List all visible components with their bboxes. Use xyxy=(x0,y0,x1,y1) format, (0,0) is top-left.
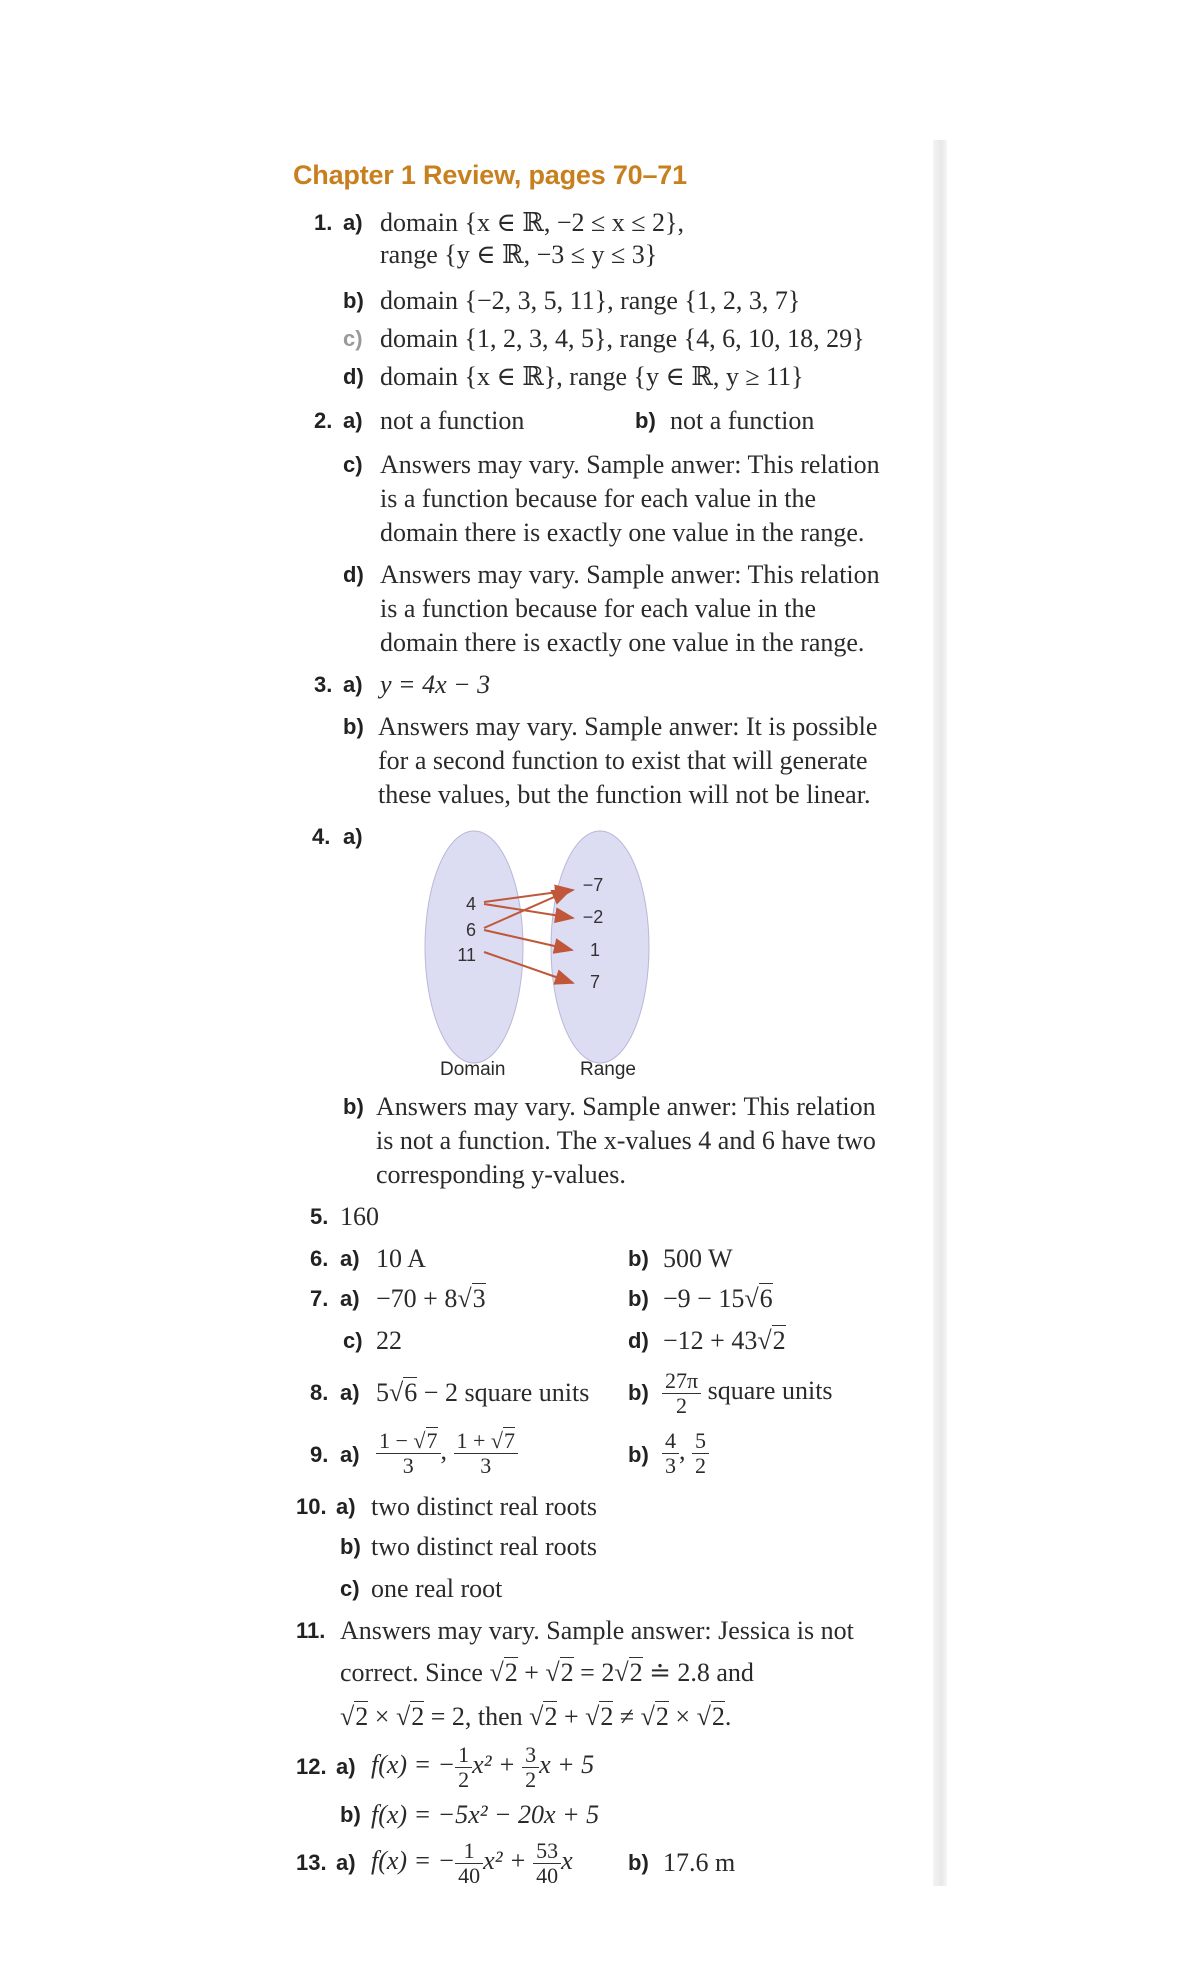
q6a-text: 10 A xyxy=(376,1244,426,1273)
q10b-text: two distinct real roots xyxy=(371,1532,598,1561)
q12-number: 12. xyxy=(296,1754,327,1779)
q10c-text: one real root xyxy=(371,1574,503,1603)
q2a-label: a) xyxy=(343,408,363,433)
q11-line1: Answers may vary. Sample answer: Jessica is not xyxy=(340,1616,854,1645)
q8a-label: a) xyxy=(340,1380,360,1405)
domain-value: 11 xyxy=(457,945,476,965)
q9-number: 9. xyxy=(310,1442,329,1467)
q2c-label: c) xyxy=(343,452,363,477)
q7b-label: b) xyxy=(628,1286,649,1311)
q9b-text: $\frac{4}{3}$ , $\frac{5}{2}$ xyxy=(662,1424,709,1478)
q8-number: 8. xyxy=(310,1380,329,1405)
q4-number: 4. xyxy=(312,824,331,849)
q1b-label: b) xyxy=(343,288,364,313)
q9a-text: $\frac{1 - √7}{3}$ , $\frac{1 + √7}{3}$ xyxy=(376,1424,518,1478)
range-value: 1 xyxy=(589,940,601,960)
q5-number: 5. xyxy=(310,1204,329,1229)
q10b-label: b) xyxy=(340,1534,361,1559)
q2d-line2: is a function because for each value in the xyxy=(380,594,817,623)
q2d-line3: domain there is exactly one value in the range. xyxy=(380,628,865,657)
q2b-label: b) xyxy=(635,408,656,433)
range-value: 7 xyxy=(589,972,601,992)
q6a-label: a) xyxy=(340,1246,360,1271)
q2c-line1: Answers may vary. Sample anwer: This relation xyxy=(380,450,880,479)
q1c-label: c) xyxy=(343,326,363,351)
q10a-label: a) xyxy=(336,1494,356,1519)
q8a-text: 5√6 − 2 square units xyxy=(376,1378,590,1407)
q7a-label: a) xyxy=(340,1286,360,1311)
q4b-label: b) xyxy=(343,1094,364,1119)
q7d-text: −12 + 43√2 xyxy=(663,1326,786,1355)
q3a-text: y = 4x − 3 xyxy=(380,670,491,699)
q10-number: 10. xyxy=(296,1494,327,1519)
range-value: −7 xyxy=(582,875,604,895)
q6-number: 6. xyxy=(310,1246,329,1271)
q8b-text: $\frac{27\pi}{2}$ square units xyxy=(662,1364,833,1418)
q2c-line3: domain there is exactly one value in the range. xyxy=(380,518,865,547)
q12b-text: f(x) = −5x² − 20x + 5 xyxy=(371,1800,600,1829)
q3b-line3: these values, but the function will not be linear. xyxy=(378,780,871,809)
q7c-label: c) xyxy=(343,1328,363,1353)
q4a-label: a) xyxy=(343,824,363,849)
q3b-line2: for a second function to exist that will generate xyxy=(378,746,868,775)
q11-line3: √2 × √2 = 2, then √2 + √2 ≠ √2 × √2. xyxy=(340,1702,732,1731)
q3b-line1: Answers may vary. Sample anwer: It is possible xyxy=(378,712,878,741)
q7a-text: −70 + 8√3 xyxy=(376,1284,486,1313)
q1c-text: domain {1, 2, 3, 4, 5}, range {4, 6, 10, 18, 29} xyxy=(380,324,865,353)
q1a-line2: range {y ∈ ℝ, −3 ≤ y ≤ 3} xyxy=(380,240,658,269)
q6b-text: 500 W xyxy=(663,1244,733,1273)
q3-number: 3. xyxy=(314,672,333,697)
domain-value: 4 xyxy=(465,894,476,914)
q12b-label: b) xyxy=(340,1802,361,1827)
q2b-text: not a function xyxy=(670,406,815,435)
q9a-label: a) xyxy=(340,1442,360,1467)
q10a-text: two distinct real roots xyxy=(371,1492,598,1521)
q1d-label: d) xyxy=(343,364,364,389)
range-value: −2 xyxy=(582,907,604,927)
q4b-line3: corresponding y-values. xyxy=(376,1160,626,1189)
q10c-label: c) xyxy=(340,1576,360,1601)
q7b-text: −9 − 15√6 xyxy=(663,1284,773,1313)
q3a-label: a) xyxy=(343,672,363,697)
q2-number: 2. xyxy=(314,408,333,433)
q8b-label: b) xyxy=(628,1380,649,1405)
q13b-text: 17.6 m xyxy=(663,1848,736,1877)
q6b-label: b) xyxy=(628,1246,649,1271)
q13b-label: b) xyxy=(628,1850,649,1875)
range-label: Range xyxy=(580,1059,636,1080)
q2d-line1: Answers may vary. Sample anwer: This relation xyxy=(380,560,880,589)
q1d-text: domain {x ∈ ℝ}, range {y ∈ ℝ, y ≥ 11} xyxy=(380,362,804,391)
q1a-label: a) xyxy=(343,210,363,235)
q1-number: 1. xyxy=(314,210,333,235)
q4b-line2: is not a function. The x-values 4 and 6 have two xyxy=(376,1126,876,1155)
q7-number: 7. xyxy=(310,1286,329,1311)
q11-number: 11. xyxy=(296,1618,326,1643)
q13a-label: a) xyxy=(336,1850,356,1875)
q12a-label: a) xyxy=(336,1754,356,1779)
q12a-text: f(x) = − $\frac{1}{2}$ x² + $\frac{3}{2}$ x + 5 xyxy=(371,1741,595,1792)
q9b-label: b) xyxy=(628,1442,649,1467)
q1b-text: domain {−2, 3, 5, 11}, range {1, 2, 3, 7} xyxy=(380,286,801,315)
q7d-label: d) xyxy=(628,1328,649,1353)
q11-line2: correct. Since √2 + √2 = 2√2 ≐ 2.8 and xyxy=(340,1658,754,1687)
domain-label: Domain xyxy=(440,1059,506,1080)
q4b-line1: Answers may vary. Sample anwer: This relation xyxy=(376,1092,876,1121)
q1a-line1: domain {x ∈ ℝ, −2 ≤ x ≤ 2}, xyxy=(380,208,685,237)
q5-text: 160 xyxy=(340,1202,379,1231)
chapter-heading: Chapter 1 Review, pages 70–71 xyxy=(293,160,687,190)
q3b-label: b) xyxy=(343,714,364,739)
mapping-diagram xyxy=(410,830,670,1080)
q2c-line2: is a function because for each value in the xyxy=(380,484,817,513)
q7c-text: 22 xyxy=(376,1326,402,1355)
q13-number: 13. xyxy=(296,1850,327,1875)
q2d-label: d) xyxy=(343,562,364,587)
domain-value: 6 xyxy=(465,920,476,940)
q2a-text: not a function xyxy=(380,406,525,435)
q13a-text: f(x) = − $\frac{1}{40}$ x² + $\frac{53}{40}$ x xyxy=(371,1837,573,1888)
